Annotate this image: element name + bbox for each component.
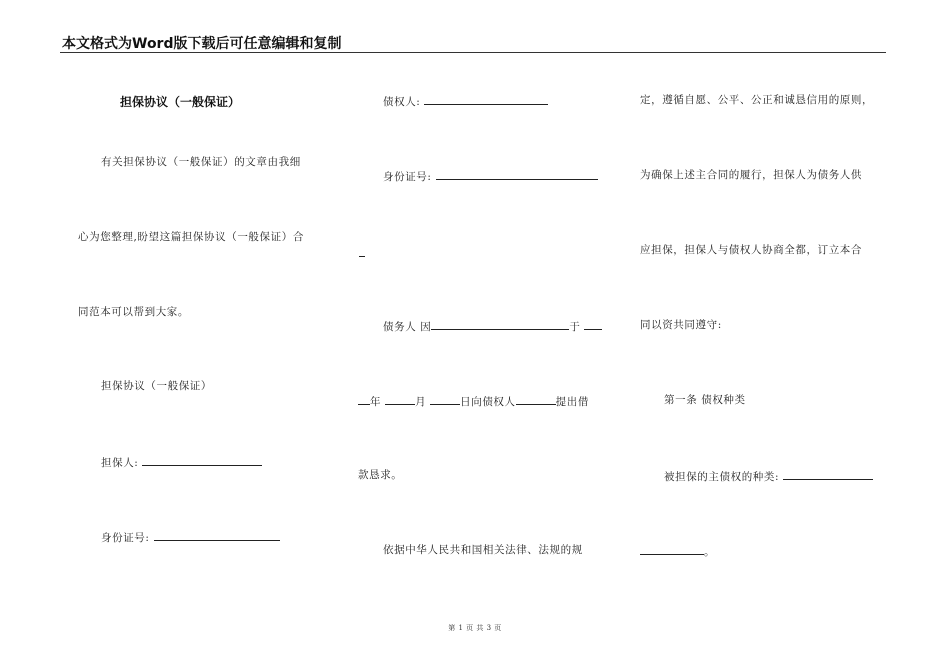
intro-line-3: 同范本可以帮到大家。 xyxy=(78,306,189,318)
debtor-prefix: 债务人 因 xyxy=(383,321,432,333)
guarantor-id-label: 身份证号: xyxy=(101,532,150,544)
page-footer: 第 1 页 共 3 页 xyxy=(448,624,502,632)
claim-type-blank-2 xyxy=(640,543,704,555)
principle-line-4: 同以资共同遵守: xyxy=(640,319,722,331)
date-line xyxy=(358,393,589,409)
year-label: 年 xyxy=(370,396,382,408)
loan-request-line: 款恳求。 xyxy=(358,469,403,481)
guarantor-label: 担保人: xyxy=(101,457,139,469)
header-divider xyxy=(60,52,886,53)
creditor-id-label: 身份证号: xyxy=(383,171,432,183)
loan-text: 提出借 xyxy=(555,396,589,408)
month-blank xyxy=(385,393,415,405)
debtor-mid: 于 xyxy=(569,321,581,333)
guarantor-blank xyxy=(142,454,262,466)
day-blank xyxy=(430,393,460,405)
principle-line-3: 应担保，担保人与债权人协商全都，订立本合 xyxy=(640,244,862,256)
guarantor-id-field xyxy=(101,529,280,545)
loan-amount-blank xyxy=(516,393,556,405)
creditor-blank xyxy=(424,93,548,105)
dash-mark xyxy=(359,256,365,257)
debtor-reason-blank xyxy=(431,318,569,330)
year-blank-prefix xyxy=(584,318,602,330)
legal-basis-line: 依据中华人民共和国相关法律、法规的规 xyxy=(383,544,583,556)
intro-line-1: 有关担保协议（一般保证）的文章由我细 xyxy=(101,156,301,168)
day-text: 日向债权人 xyxy=(460,396,516,408)
month-label: 月 xyxy=(415,396,427,408)
end-mark: 。 xyxy=(704,546,716,558)
guarantor-id-blank xyxy=(154,529,280,541)
article-1-heading: 第一条 债权种类 xyxy=(664,394,746,406)
claim-type-label: 被担保的主债权的种类: xyxy=(664,471,780,483)
claim-type-continuation xyxy=(640,543,715,559)
creditor-id-blank xyxy=(436,168,598,180)
creditor-field xyxy=(383,93,548,109)
claim-type-blank xyxy=(783,468,873,480)
principle-line-1: 定，遵循自愿、公平、公正和诚恳信用的原则， xyxy=(640,94,874,106)
guarantor-field xyxy=(101,454,262,470)
year-blank xyxy=(358,393,370,405)
document-title: 担保协议（一般保证） xyxy=(120,95,241,109)
principle-line-2: 为确保上述主合同的履行，担保人为债务人供 xyxy=(640,169,862,181)
debtor-line xyxy=(383,318,602,334)
intro-line-2: 心为您整理,盼望这篇担保协议（一般保证）合 xyxy=(78,231,304,243)
claim-type-field xyxy=(664,468,873,484)
creditor-label: 债权人: xyxy=(383,96,421,108)
header-title: 本文格式为Word版下载后可任意编辑和复制 xyxy=(62,36,342,52)
creditor-id-field xyxy=(383,168,598,184)
agreement-subtitle: 担保协议（一般保证） xyxy=(101,380,212,392)
